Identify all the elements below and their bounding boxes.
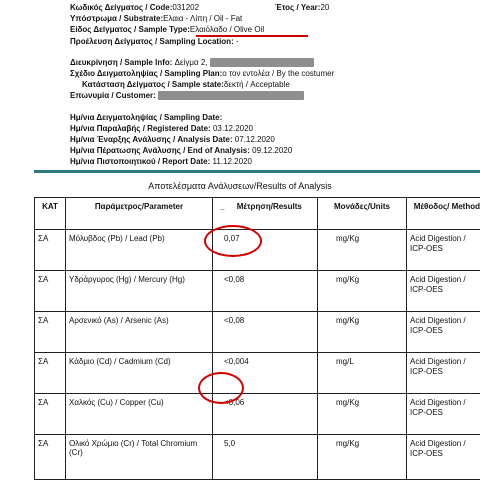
row-result-value: 5,0 bbox=[224, 439, 235, 448]
customer-label: Επωνυμία / Customer: bbox=[70, 91, 156, 100]
code-value: 031202 bbox=[172, 3, 199, 12]
row-result bbox=[213, 435, 318, 480]
sample-state-label: Κατάσταση Δείγματος / Sample state: bbox=[82, 80, 224, 89]
table-header-row bbox=[35, 198, 480, 230]
annotation-circle bbox=[198, 372, 244, 404]
report-date-label: Ημ/νια Πιστοποιητικού / Report Date: bbox=[70, 157, 210, 166]
end-analysis-field bbox=[70, 146, 292, 156]
row-kat: ΣΑ bbox=[35, 394, 66, 435]
row-unit: mg/L bbox=[318, 353, 407, 394]
row-result-value: <0,06 bbox=[224, 398, 244, 407]
sampling-date-field bbox=[70, 113, 222, 123]
table-row bbox=[35, 353, 480, 394]
annotation-circle bbox=[204, 225, 262, 257]
row-kat: ΣΑ bbox=[35, 271, 66, 312]
sample-state-field bbox=[82, 80, 290, 90]
analysis-date-field bbox=[70, 135, 275, 145]
sampling-plan-value: ο τον εντολέα / By the costumer bbox=[222, 69, 334, 78]
sample-state-value: δεκτή / Acceptable bbox=[224, 80, 290, 89]
row-kat: ΣΑ bbox=[35, 230, 66, 271]
sampling-plan-label: Σχέδιο Δειγματοληψίας / Sampling Plan: bbox=[70, 69, 222, 78]
substrate-label: Υπόστρωμα / Substrate: bbox=[70, 14, 163, 23]
sample-type-label: Είδος Δείγματος / Sample Type: bbox=[70, 25, 190, 34]
table-row bbox=[35, 435, 480, 480]
header-unit: Μονάδες/Units bbox=[318, 198, 407, 230]
code-label: Κωδικός Δείγματος / Code: bbox=[70, 3, 172, 12]
customer-field bbox=[70, 91, 304, 101]
report-date-value: 11.12.2020 bbox=[213, 157, 252, 166]
redaction-bar bbox=[210, 58, 314, 67]
row-method: Acid Digestion / ICP-OES bbox=[407, 312, 480, 353]
header-kat: ΚΑΤ bbox=[35, 198, 66, 230]
row-result-value: <0,004 bbox=[224, 357, 249, 366]
year-field bbox=[275, 3, 329, 13]
sample-info-value: Δείγμα 2, bbox=[175, 58, 208, 67]
registered-date-value: 03.12.2020 bbox=[213, 124, 253, 133]
row-method: Acid Digestion / ICP-OES bbox=[407, 435, 480, 480]
row-method: Acid Digestion / ICP-OES bbox=[407, 230, 480, 271]
registered-date-field bbox=[70, 124, 253, 134]
substrate-value: Ελαια - Λίπη / Oil - Fat bbox=[163, 14, 242, 23]
row-result-value: <0,08 bbox=[224, 316, 244, 325]
row-parameter: Αρσενικό (As) / Arsenic (As) bbox=[66, 312, 213, 353]
row-method: Acid Digestion / ICP-OES bbox=[407, 271, 480, 312]
sampling-date-label: Ημ/νια Δειγματοληψίας / Sampling Date: bbox=[70, 113, 222, 122]
row-unit: mg/Kg bbox=[318, 271, 407, 312]
section-divider bbox=[34, 170, 480, 173]
sampling-plan-field bbox=[70, 69, 334, 79]
row-result-value: <0,08 bbox=[224, 275, 244, 284]
sample-info-label: Διευκρίνηση / Sample Info: bbox=[70, 58, 172, 67]
row-unit: mg/Kg bbox=[318, 394, 407, 435]
row-unit: mg/Kg bbox=[318, 230, 407, 271]
row-kat: ΣΑ bbox=[35, 435, 66, 480]
header-underscore: _ bbox=[220, 202, 224, 211]
end-analysis-value: 09.12.2020 bbox=[252, 146, 292, 155]
row-result-value: 0,07 bbox=[224, 234, 240, 243]
substrate-field bbox=[70, 14, 242, 24]
row-method: Acid Digestion / ICP-OES bbox=[407, 394, 480, 435]
header-method: Μέθοδος/ Method bbox=[407, 198, 480, 230]
row-unit: mg/Kg bbox=[318, 312, 407, 353]
sampling-location-value: - bbox=[236, 37, 239, 46]
row-result bbox=[213, 312, 318, 353]
row-kat: ΣΑ bbox=[35, 353, 66, 394]
row-parameter: Μόλυβδος (Pb) / Lead (Pb) bbox=[66, 230, 213, 271]
code-field bbox=[70, 3, 199, 13]
year-label: Έτος / Year: bbox=[275, 3, 320, 12]
table-row bbox=[35, 312, 480, 353]
registered-date-label: Ημ/νια Παραλαβής / Registered Date: bbox=[70, 124, 211, 133]
row-parameter: Υδράργυρος (Hg) / Mercury (Hg) bbox=[66, 271, 213, 312]
sampling-location-field bbox=[70, 37, 239, 47]
results-title: Αποτελέσματα Ανάλυσεων/Results of Analysis bbox=[0, 181, 480, 191]
sample-type-field bbox=[70, 25, 264, 35]
row-method: Acid Digestion / ICP-OES bbox=[407, 353, 480, 394]
year-value: 20 bbox=[320, 3, 329, 12]
row-parameter: Χαλκός (Cu) / Copper (Cu) bbox=[66, 394, 213, 435]
row-parameter: Ολικό Χρώμιο (Cr) / Total Chromium (Cr) bbox=[66, 435, 213, 480]
row-kat: ΣΑ bbox=[35, 312, 66, 353]
report-date-field bbox=[70, 157, 252, 167]
row-unit: mg/Kg bbox=[318, 435, 407, 480]
analysis-date-label: Ημ/νια Έναρξης Ανάλυσης / Analysis Date: bbox=[70, 135, 233, 144]
table-row bbox=[35, 271, 480, 312]
header-result-label: Μέτρηση/Results bbox=[237, 202, 302, 211]
sample-info-field bbox=[70, 58, 314, 68]
sampling-location-label: Προέλευση Δείγματος / Sampling Location: bbox=[70, 37, 234, 46]
row-result bbox=[213, 271, 318, 312]
analysis-date-value: 07.12.2020 bbox=[235, 135, 275, 144]
row-parameter: Κάδμιο (Cd) / Cadmium (Cd) bbox=[66, 353, 213, 394]
redaction-bar bbox=[158, 91, 304, 100]
sample-type-value: Ελαιόλαδο / Olive Oil bbox=[190, 25, 264, 34]
table-row bbox=[35, 394, 480, 435]
header-parameter: Παράμετρος/Parameter bbox=[66, 198, 213, 230]
end-analysis-label: Ημ/νια Πέρατωσης Ανάλυσης / End of Analysis: bbox=[70, 146, 250, 155]
